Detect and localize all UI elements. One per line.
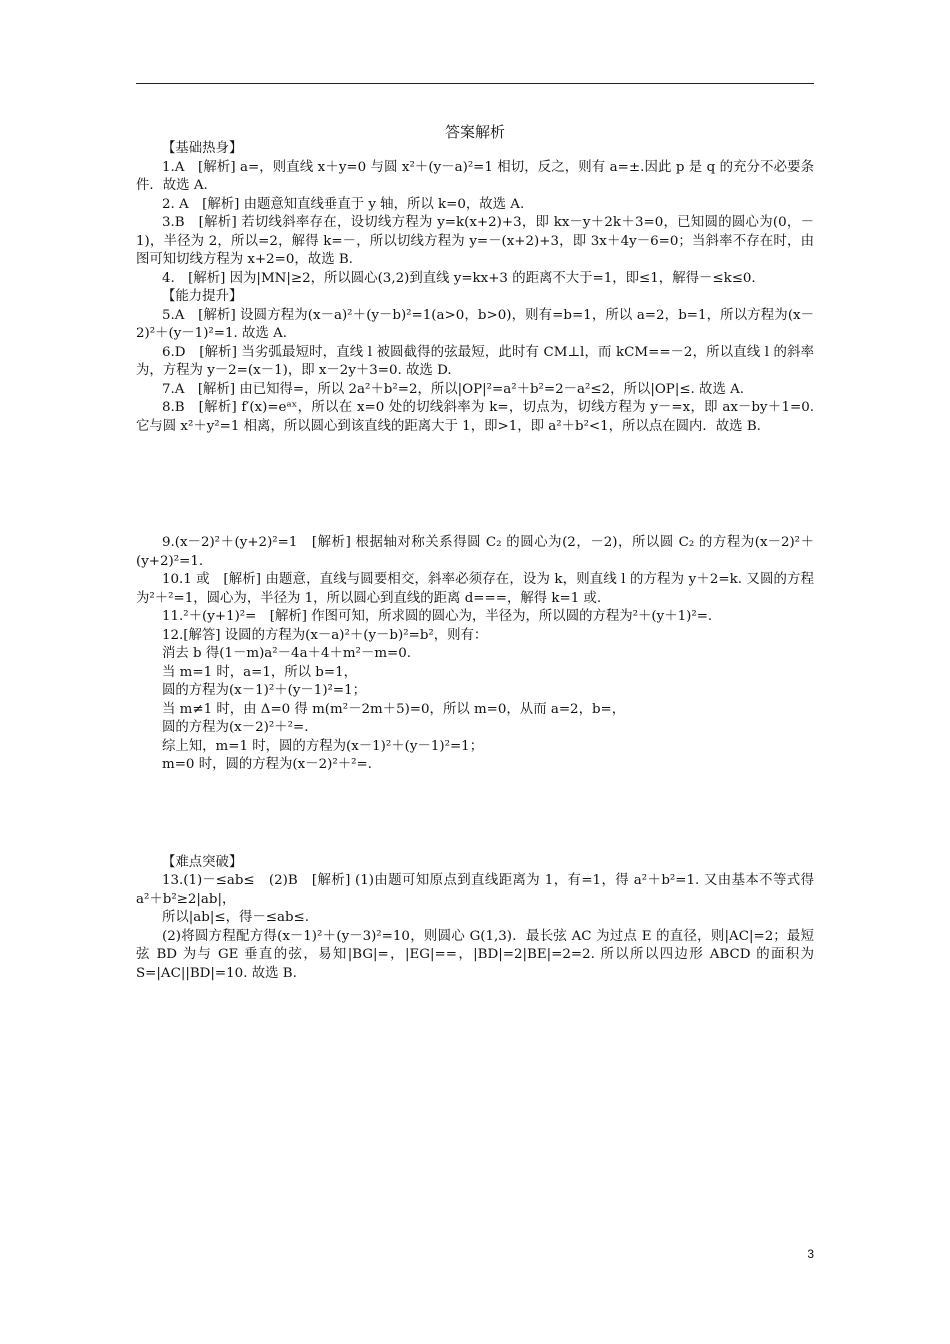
answer-13-part2: (2)将圆方程配方得(x－1)²＋(y－3)²=10，则圆心 G(1,3)．最长弦 AC 为过点 E 的直径，则|AC|=2；最短弦 BD 为与 GE 垂直的弦，易知|BG|=，|EG|==，|BD|=2|BE|=2=2. 所以所以四边形 ABCD 的面积为 S=|AC||BD|=10. 故选 B. — [136, 928, 814, 981]
section-heading-basic: 【基础热身】 — [162, 141, 243, 156]
blank-space — [136, 775, 814, 854]
answer-5: 5.A [解析] 设圆方程为(x－a)²＋(y－b)²=1(a>0，b>0)，则有=b=1，所以 a=2，b=1，所以方程为(x－2)²＋(y－1)²=1. 故选 A. — [136, 307, 814, 341]
answer-4: 4. [解析] 因为|MN|≥2，所以圆心(3,2)到直线 y=kx+3 的距离不大于=1，即≤1，解得－≤k≤0. — [162, 270, 756, 286]
answer-11: 11.²＋(y+1)²= [解析] 作图可知，所求圆的圆心为，半径为，所以圆的方程为²＋(y＋1)²=. — [162, 609, 713, 624]
header-rule — [136, 83, 814, 84]
answer-12-line: 圆的方程为(x－1)²＋(y－1)²=1； — [162, 683, 367, 698]
answer-12-line: 圆的方程为(x－2)²＋²=. — [162, 720, 309, 735]
answer-13-line: 所以|ab|≤，得－≤ab≤. — [162, 910, 310, 925]
answer-12-line: 综上知，m=1 时，圆的方程为(x－1)²＋(y－1)²=1； — [162, 738, 484, 754]
answer-2: 2. A [解析] 由题意知直线垂直于 y 轴，所以 k=0，故选 A. — [162, 196, 525, 212]
answer-12-line: 当 m≠1 时，由 Δ=0 得 m(m²－2m＋5)=0，所以 m=0，从而 a=2，b=， — [162, 701, 626, 717]
answer-content — [136, 140, 814, 983]
answer-12: 12.[解答] 设圆的方程为(x－a)²＋(y－b)²=b²，则有： — [162, 627, 488, 643]
page-title: 答案解析 — [444, 123, 505, 141]
blank-space — [136, 436, 814, 534]
answer-3: 3.B [解析] 若切线斜率存在，设切线方程为 y=k(x+2)+3，即 kx－y＋2k＋3=0，已知圆的圆心为(0，－1)，半径为 2，所以=2，解得 k=－，所以切线方程为 y=－(x+2)+3，即 3x＋4y－6=0；当斜率不存在时，由图可知切线方程为 x+2=0，故选 B. — [136, 215, 814, 267]
answer-8: 8.B [解析] f′(x)=eᵃˣ，所以在 x=0 处的切线斜率为 k=，切点为，切线方程为 y－=x，即 ax－by＋1=0. 它与圆 x²＋y²=1 相离，所以圆心到该直线的距离大于 1，即>1，即 a²＋b²<1，所以点在圆内．故选 B. — [136, 400, 814, 434]
answer-12-line: 当 m=1 时，a=1，所以 b=1， — [162, 664, 357, 680]
section-heading-difficult: 【难点突破】 — [162, 854, 243, 870]
answer-1: 1.A [解析] a=，则直线 x＋y=0 与圆 x²＋(y－a)²=1 相切，反之，则有 a=±.因此 p 是 q 的充分不必要条件．故选 A. — [136, 159, 814, 193]
answer-10: 10.1 或 [解析] 由题意，直线与圆要相交，斜率必须存在，设为 k，则直线 l 的方程为 y＋2=k. 又圆的方程为²＋²=1，圆心为，半径为 1，所以圆心到直线的距离 d===，解得 k=1 或. — [136, 572, 814, 606]
page-number: 3 — [807, 1247, 814, 1261]
answer-13: 13.(1)－≤ab≤ (2)B [解析] (1)由题可知原点到直线距离为 1，有=1，得 a²＋b²=1. 又由基本不等式得 a²＋b²≥2|ab|， — [136, 873, 814, 907]
answer-12-line: 消去 b 得(1－m)a²－4a＋4＋m²－m=0. — [162, 646, 412, 661]
answer-7: 7.A [解析] 由已知得=，所以 2a²＋b²=2，所以|OP|²=a²＋b²=2－a²≤2，所以|OP|≤. 故选 A. — [162, 381, 745, 397]
answer-9: 9.(x－2)²＋(y+2)²=1 [解析] 根据轴对称关系得圆 C₂ 的圆心为(2，－2)，所以圆 C₂ 的方程为(x－2)²＋(y+2)²=1. — [136, 535, 814, 569]
answer-6: 6.D [解析] 当劣弧最短时，直线 l 被圆截得的弦最短，此时有 CM⊥l，而 kCM==－2，所以直线 l 的斜率为，方程为 y－2=(x－1)，即 x－2y＋3=0. 故选 D. — [136, 344, 814, 378]
section-heading-ability: 【能力提升】 — [162, 289, 243, 304]
answer-12-line: m=0 时，圆的方程为(x－2)²＋²=. — [162, 757, 372, 772]
